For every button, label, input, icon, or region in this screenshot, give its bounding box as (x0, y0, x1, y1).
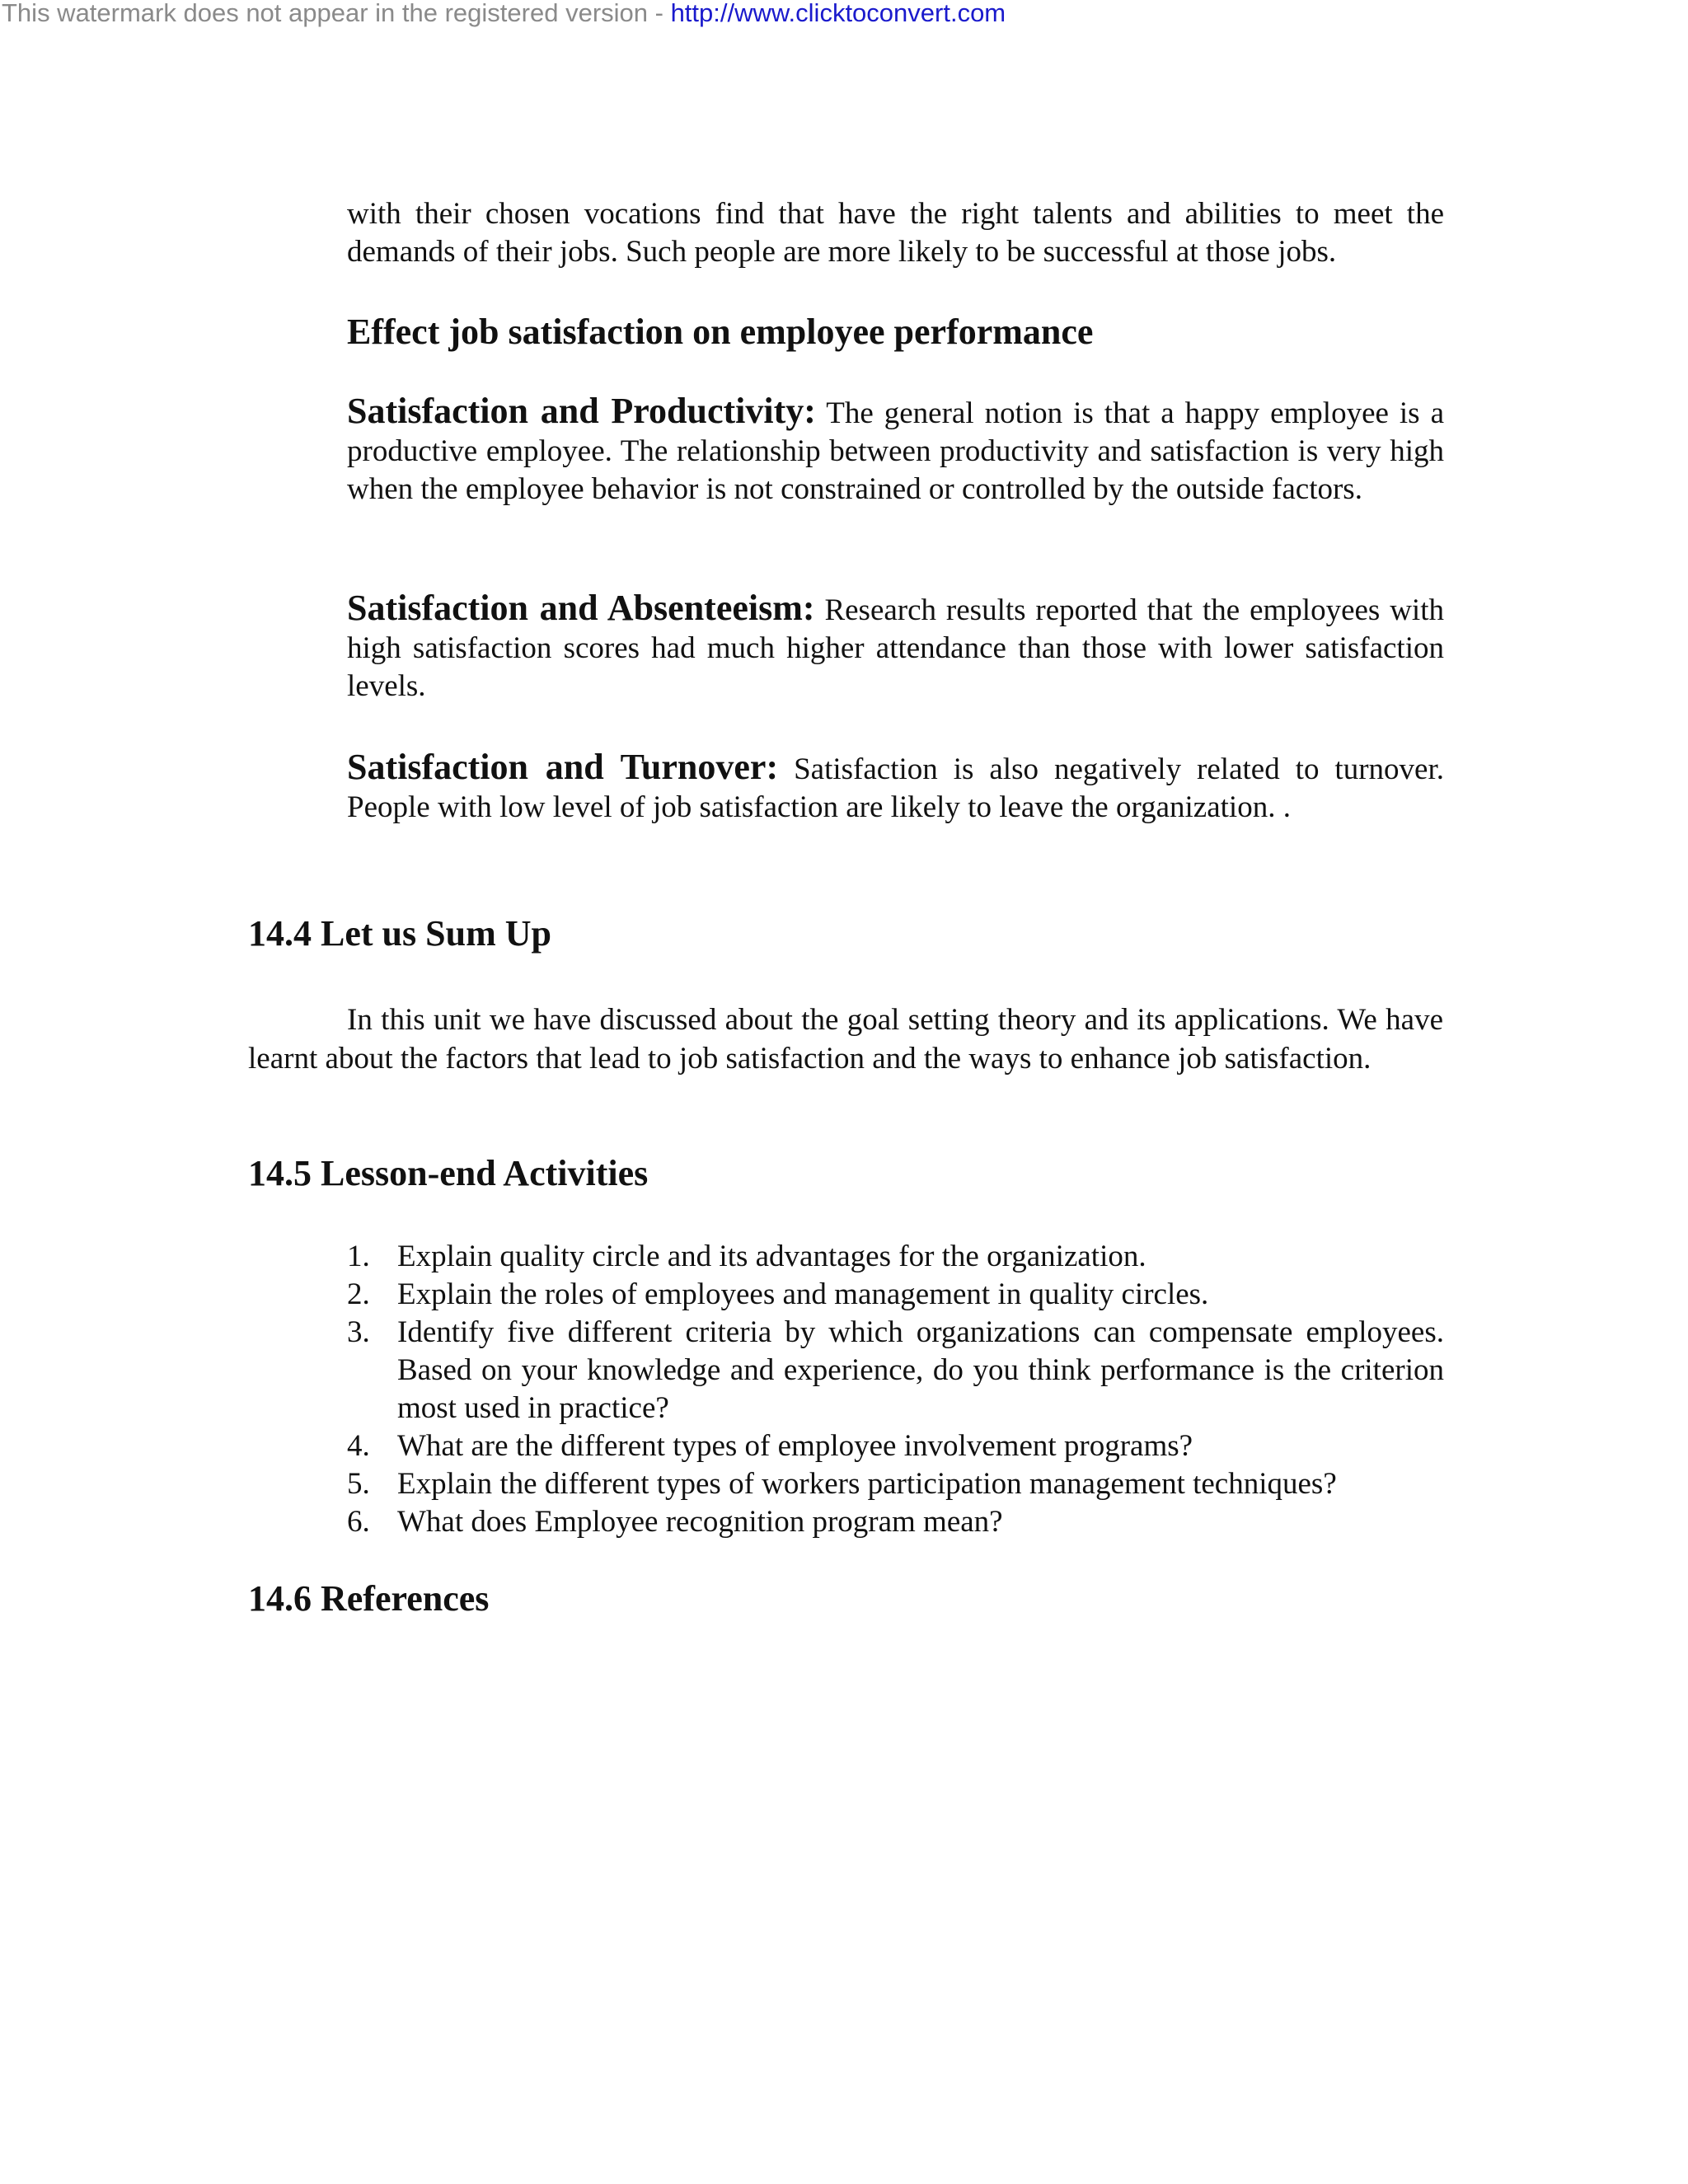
activities-list (347, 1238, 1444, 1541)
list-item-number: 1. (347, 1240, 370, 1273)
list-item-number: 3. (347, 1315, 370, 1349)
list-item (347, 1276, 1444, 1314)
list-item-number: 5. (347, 1467, 370, 1501)
paragraph-satisfaction-absenteeism (347, 589, 1444, 705)
sum-up-paragraph: In this unit we have discussed about the goal setting theory and its applications. We have learnt about the factors that lead to job satisfaction and the ways to enhance job satisfaction. (248, 1003, 1443, 1076)
watermark-link[interactable]: http://www.clicktoconvert.com (670, 0, 1006, 27)
absenteeism-text: Research results reported that the employees with high satisfaction scores had much higher attendance than those with lower satisfaction levels. (347, 593, 1444, 703)
list-item-number: 6. (347, 1505, 370, 1539)
turnover-lead: Satisfaction and Turnover: (347, 747, 779, 787)
subheading-effect-job-satisfaction: Effect job satisfaction on employee performance (347, 312, 1094, 352)
paragraph-satisfaction-productivity (347, 392, 1444, 509)
list-item-text: What does Employee recognition program mean? (397, 1505, 1003, 1539)
watermark-text: This watermark does not appear in the registered version - (2, 0, 671, 27)
intro-paragraph: with their chosen vocations find that have the right talents and abilities to meet the demands of their jobs. Such people are more likely to be successful at those jobs. (347, 197, 1444, 269)
list-item-text: Identify five different criteria by which organizations can compensate employees. Based on your knowledge and experience, do you think performance is the criterion most used in practice? (397, 1315, 1444, 1425)
section-heading-lesson-end-activities: 14.5 Lesson-end Activities (248, 1153, 649, 1193)
section-heading-sum-up: 14.4 Let us Sum Up (248, 913, 551, 954)
turnover-text: Satisfaction is also negatively related to turnover. People with low level of job satisfaction are likely to leave the organization. . (347, 752, 1444, 824)
list-item-number: 4. (347, 1429, 370, 1463)
list-item-text: Explain the roles of employees and management in quality circles. (397, 1277, 1209, 1311)
absenteeism-lead: Satisfaction and Absenteeism: (347, 588, 815, 628)
watermark-notice (2, 0, 1006, 28)
list-item-text: Explain quality circle and its advantages for the organization. (397, 1240, 1146, 1273)
section-heading-references: 14.6 References (248, 1578, 490, 1619)
list-item (347, 1503, 1444, 1541)
list-item-number: 2. (347, 1277, 370, 1311)
list-item (347, 1427, 1444, 1465)
paragraph-satisfaction-turnover (347, 748, 1444, 827)
list-item-text: Explain the different types of workers participation management techniques? (397, 1467, 1337, 1501)
list-item (347, 1314, 1444, 1427)
list-item (347, 1465, 1444, 1503)
productivity-text: The general notion is that a happy employee is a productive employee. The relationship between productivity and satisfaction is very high when the employee behavior is not constrained or controlled by the outside factors. (347, 396, 1444, 506)
productivity-lead: Satisfaction and Productivity: (347, 391, 816, 431)
list-item-text: What are the different types of employee involvement programs? (397, 1429, 1193, 1463)
list-item (347, 1238, 1444, 1276)
